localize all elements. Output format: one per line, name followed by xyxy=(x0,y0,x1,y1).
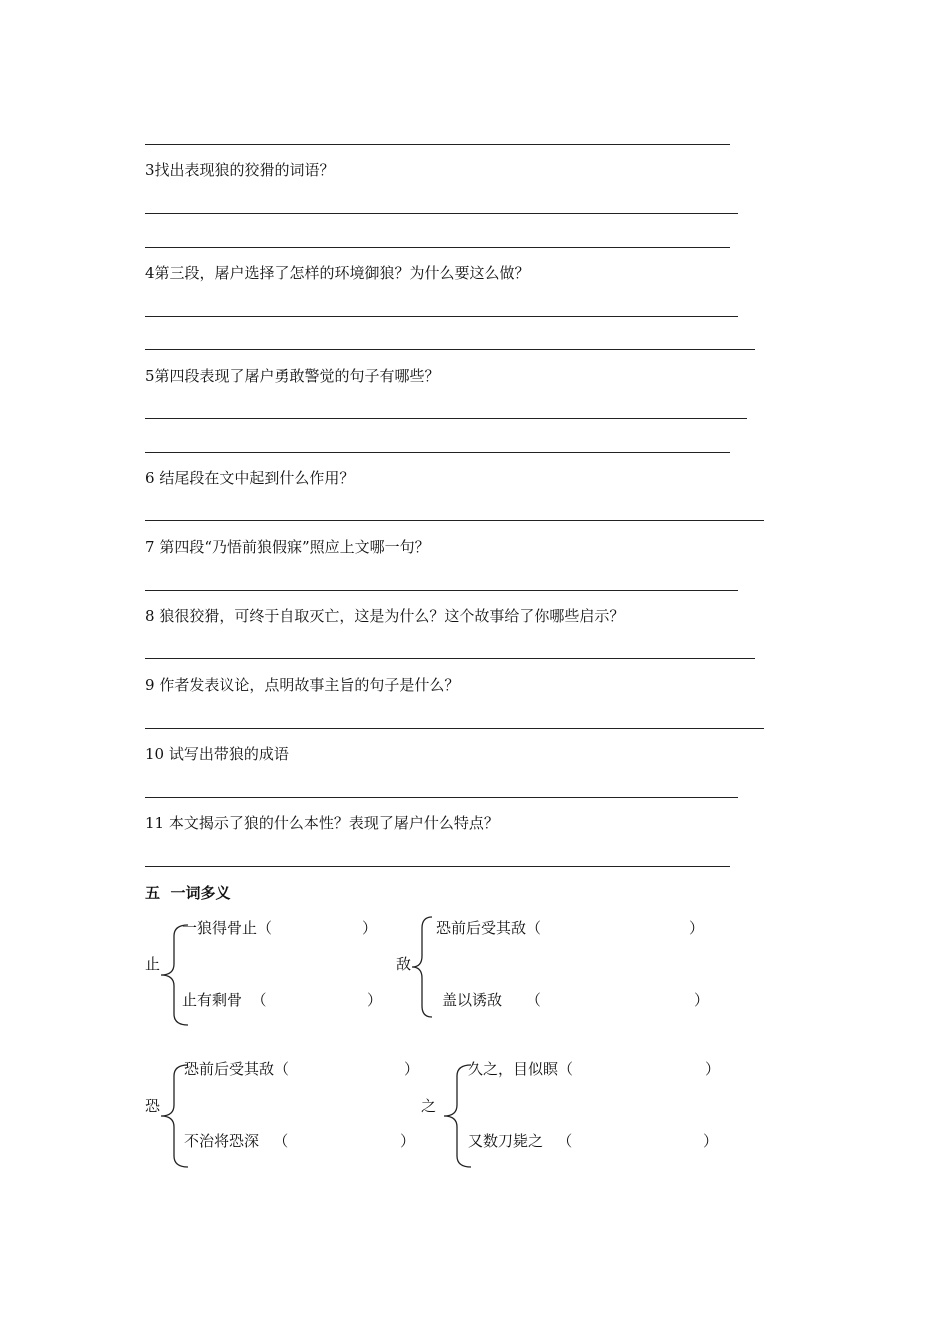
question-text: 本文揭示了狼的什么本性？表现了屠户什么特点？ xyxy=(164,814,499,832)
polysemy-word: 之 xyxy=(421,1097,437,1115)
answer-line xyxy=(145,728,764,729)
answer-close-paren: ） xyxy=(400,1132,416,1150)
polysemy-sentence: 不治将恐深 （ xyxy=(184,1132,289,1150)
question-11 xyxy=(145,813,499,833)
polysemy-word: 敌 xyxy=(396,955,412,973)
question-number: 5 xyxy=(145,367,155,385)
answer-line xyxy=(145,520,764,521)
question-number: 9 xyxy=(145,676,155,694)
polysemy-sentence: 久之，目似瞑（ xyxy=(468,1060,574,1078)
question-text: 找出表现狼的狡猾的词语？ xyxy=(154,161,335,179)
question-number: 8 xyxy=(145,607,155,625)
question-number: 10 xyxy=(145,745,165,763)
polysemy-word: 止 xyxy=(145,955,161,973)
polysemy-sentence: 恐前后受其敌（ xyxy=(436,919,542,937)
question-text: 第三段，屠户选择了怎样的环境御狼？为什么要这么做？ xyxy=(154,264,530,282)
question-9 xyxy=(145,675,459,695)
question-text: 第四段表现了屠户勇敢警觉的句子有哪些？ xyxy=(154,367,440,385)
answer-line xyxy=(145,452,730,453)
answer-close-paren: ） xyxy=(367,991,383,1009)
answer-close-paren: ） xyxy=(703,1132,719,1150)
question-4 xyxy=(145,263,530,283)
polysemy-word: 恐 xyxy=(145,1097,161,1115)
answer-line xyxy=(145,797,738,798)
polysemy-sentence: 盖以诱敌 （ xyxy=(442,991,541,1009)
answer-line xyxy=(145,213,738,214)
question-text: 作者发表议论，点明故事主旨的句子是什么？ xyxy=(154,676,460,694)
answer-line xyxy=(145,866,730,867)
question-text: 结尾段在文中起到什么作用？ xyxy=(154,469,355,487)
answer-line xyxy=(145,418,747,419)
question-text: 狼很狡猾，可终于自取灭亡，这是为什么？这个故事给了你哪些启示？ xyxy=(154,607,625,625)
answer-line xyxy=(145,349,755,350)
section-heading: 五 一词多义 xyxy=(145,884,231,902)
question-number: 6 xyxy=(145,469,155,487)
question-8 xyxy=(145,606,624,626)
answer-line xyxy=(145,316,738,317)
answer-line xyxy=(145,247,730,248)
question-7 xyxy=(145,537,430,557)
polysemy-sentence: 恐前后受其敌（ xyxy=(184,1060,290,1078)
question-number: 11 xyxy=(145,814,165,832)
answer-close-paren: ） xyxy=(694,991,710,1009)
brace-icon xyxy=(409,914,435,1020)
answer-line xyxy=(145,144,730,145)
answer-close-paren: ） xyxy=(362,919,378,937)
polysemy-sentence: 止有剩骨 （ xyxy=(182,991,267,1009)
answer-close-paren: ） xyxy=(689,919,705,937)
question-10 xyxy=(145,744,289,764)
polysemy-sentence: 又数刀毙之 （ xyxy=(468,1132,573,1150)
question-5 xyxy=(145,366,440,386)
answer-line xyxy=(145,590,738,591)
question-text: 试写出带狼的成语 xyxy=(164,745,289,763)
polysemy-sentence: 一狼得骨止（ xyxy=(182,919,273,937)
question-text: 第四段“乃悟前狼假寐”照应上文哪一句？ xyxy=(154,538,430,556)
question-number: 7 xyxy=(145,538,155,556)
question-number: 3 xyxy=(145,161,155,179)
answer-close-paren: ） xyxy=(705,1060,721,1078)
question-number: 4 xyxy=(145,264,155,282)
answer-line xyxy=(145,658,755,659)
question-3 xyxy=(145,160,335,180)
answer-close-paren: ） xyxy=(404,1060,420,1078)
question-6 xyxy=(145,468,354,488)
